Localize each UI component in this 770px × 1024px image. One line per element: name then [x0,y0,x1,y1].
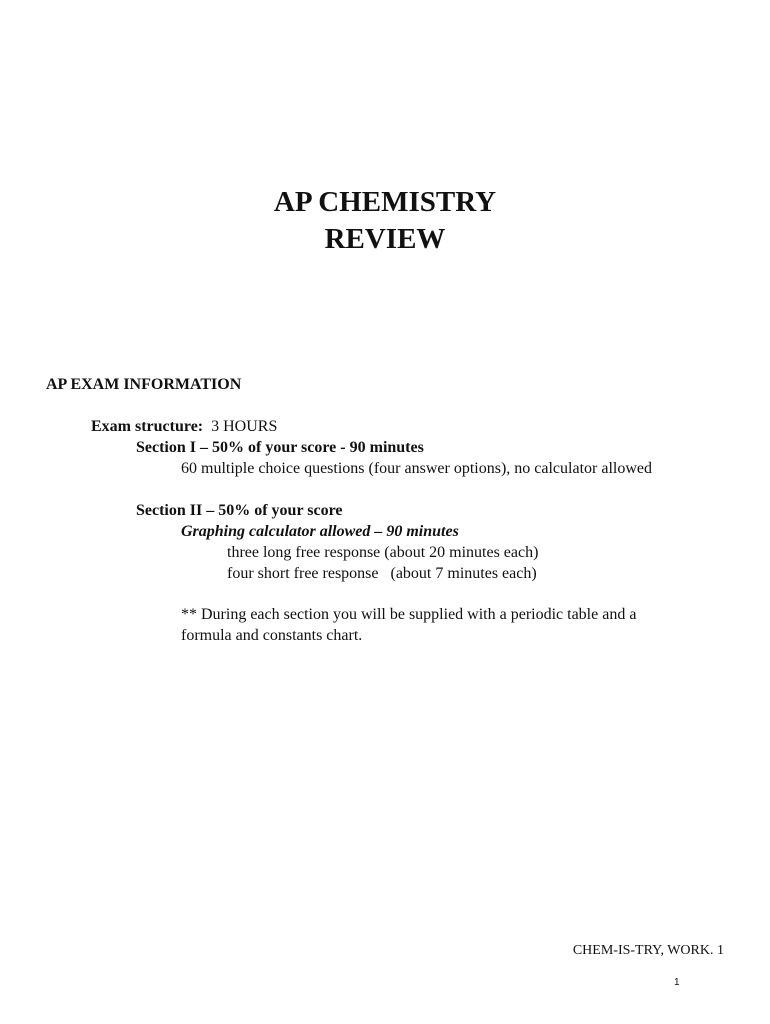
section-1-title: Section I – 50% of your score - 90 minutes [136,439,424,456]
section-1-detail: 60 multiple choice questions (four answer options), no calculator allowed [181,460,652,477]
note-line-1: ** During each section you will be supplied with a periodic table and a [181,606,637,623]
section-2-title: Section II – 50% of your score [136,502,343,519]
exam-structure-value: 3 HOURS [211,418,278,435]
page-number: 1 [674,977,680,988]
section-heading: AP EXAM INFORMATION [46,376,242,393]
section-2-subtitle: Graphing calculator allowed – 90 minutes [181,523,459,540]
page-footer: CHEM-IS-TRY, WORK. 1 [572,943,724,958]
section-2-item-2: four short free response (about 7 minutes each) [227,565,537,582]
note-line-2: formula and constants chart. [181,627,363,644]
exam-structure-label: Exam structure: [91,418,204,435]
title-line-2: REVIEW [324,223,446,255]
page-title [0,184,770,258]
exam-structure-line [91,416,277,437]
section-2-item-1: three long free response (about 20 minutes each) [227,544,539,561]
title-line-1: AP CHEMISTRY [273,186,497,218]
